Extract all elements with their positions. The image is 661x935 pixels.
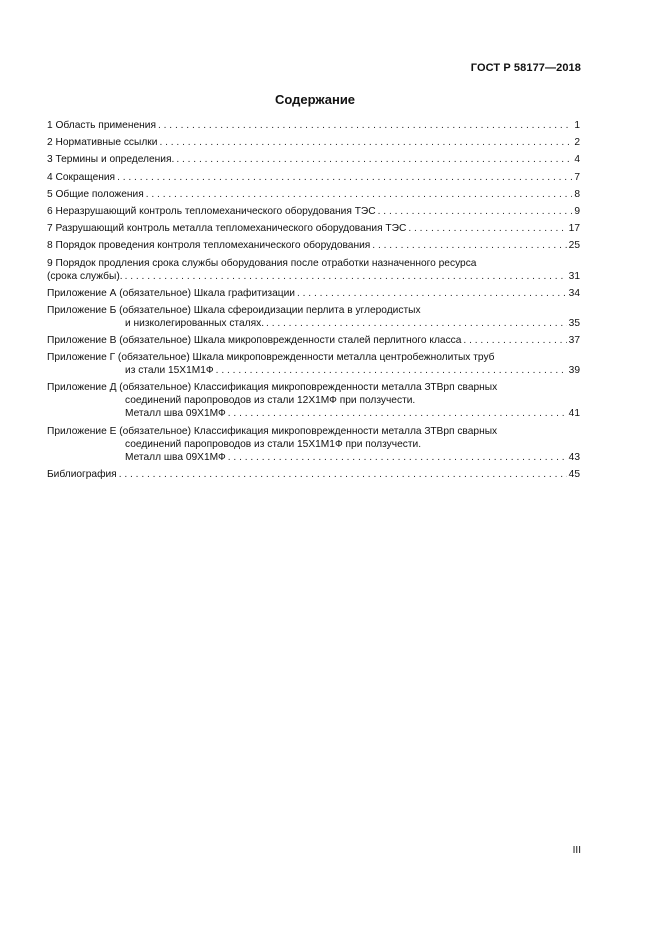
toc-entry-text: Приложение Г (обязательное) Шкала микроповрежденности металла центробежнолитых труб <box>47 352 495 364</box>
toc-page-number: 4 <box>574 154 580 166</box>
toc-entry-text: соединений паропроводов из стали 15Х1М1Ф при ползучести. <box>125 438 422 450</box>
toc-entry[interactable] <box>47 222 580 235</box>
toc-entry-text: Библиография <box>47 468 117 480</box>
toc-entry-text: 3 Термины и определения. <box>47 154 175 166</box>
toc-entry-text: 7 Разрушающий контроль металла тепломеханического оборудования ТЭС <box>47 223 407 235</box>
toc-page-number: 25 <box>568 240 580 252</box>
toc-entry-text: 4 Сокращения <box>47 171 116 183</box>
toc-entry-text: (срока службы). <box>47 270 123 282</box>
dot-leader <box>117 171 572 184</box>
toc-entry[interactable] <box>47 119 580 132</box>
dot-leader <box>463 334 566 347</box>
dot-leader <box>408 222 566 235</box>
toc-page-number: 9 <box>574 205 580 217</box>
toc-page-number: 7 <box>574 171 580 183</box>
toc-entry-text: 2 Нормативные ссылки <box>47 137 158 149</box>
dot-leader <box>176 153 572 166</box>
dot-leader <box>266 317 567 330</box>
toc-entry-text: Приложение Е (обязательное) Классификация микроповрежденности металла ЗТВрп сварных <box>47 425 498 437</box>
table-of-contents <box>47 119 580 485</box>
toc-entry[interactable] <box>47 381 580 420</box>
toc-page-number: 1 <box>574 120 580 131</box>
toc-entry[interactable] <box>47 153 580 166</box>
dot-leader <box>216 364 567 377</box>
toc-entry[interactable] <box>47 351 580 377</box>
toc-page-number: 43 <box>568 451 580 463</box>
toc-entry-text: из стали 15Х1М1Ф <box>125 365 214 377</box>
toc-entry[interactable] <box>47 136 580 149</box>
toc-page-number: 41 <box>568 408 580 420</box>
toc-entry[interactable] <box>47 468 580 481</box>
toc-entry-text: 1 Область применения <box>47 120 156 131</box>
toc-page-number: 39 <box>568 365 580 377</box>
toc-entry[interactable] <box>47 257 580 283</box>
toc-entry[interactable] <box>47 188 580 201</box>
toc-entry[interactable] <box>47 425 580 464</box>
toc-entry-text: 6 Неразрушающий контроль тепломеханического оборудования ТЭС <box>47 205 376 217</box>
dot-leader <box>119 468 567 481</box>
toc-entry-text: 9 Порядок продления срока службы оборудования после отработки назначенного ресурса <box>47 257 477 269</box>
toc-title: Содержание <box>274 92 356 107</box>
toc-entry-text: Приложение А (обязательное) Шкала графитизации <box>47 287 295 299</box>
toc-page-number: 17 <box>568 223 580 235</box>
dot-leader <box>378 205 573 218</box>
toc-entry-text: Приложение В (обязательное) Шкала микроповрежденности сталей перлитного класса <box>47 335 462 347</box>
toc-entry-text: и низколегированных сталях. <box>125 317 265 329</box>
dot-leader <box>159 136 572 149</box>
toc-entry-text: Металл шва 09Х1МФ <box>125 451 226 463</box>
toc-entry-text: 8 Порядок проведения контроля тепломеханического оборудования <box>47 240 371 252</box>
toc-entry-text: Металл шва 09Х1МФ <box>125 408 226 420</box>
toc-entry-text: 5 Общие положения <box>47 188 144 200</box>
dot-leader <box>297 287 567 300</box>
dot-leader <box>228 451 567 464</box>
document-code: ГОСТ Р 58177—2018 <box>470 62 581 74</box>
dot-leader <box>146 188 573 201</box>
toc-entry[interactable] <box>47 334 580 347</box>
toc-page-number: 2 <box>574 137 580 149</box>
toc-page-number: 31 <box>568 270 580 282</box>
toc-entry[interactable] <box>47 205 580 218</box>
toc-entry[interactable] <box>47 304 580 330</box>
dot-leader <box>228 407 567 420</box>
dot-leader <box>372 239 566 252</box>
toc-entry[interactable] <box>47 171 580 184</box>
toc-entry-text: соединений паропроводов из стали 12Х1МФ при ползучести. <box>125 395 416 407</box>
toc-page-number: 35 <box>568 317 580 329</box>
dot-leader <box>158 119 572 132</box>
toc-page-number: 37 <box>568 335 580 347</box>
toc-page-number: 34 <box>568 287 580 299</box>
toc-entry-text: Приложение Д (обязательное) Классификация микроповрежденности металла ЗТВрп сварных <box>47 382 498 394</box>
toc-entry[interactable] <box>47 239 580 252</box>
dot-leader <box>125 270 567 283</box>
toc-entry[interactable] <box>47 287 580 300</box>
page-number: III <box>572 845 581 856</box>
toc-page-number: 45 <box>568 468 580 480</box>
toc-entry-text: Приложение Б (обязательное) Шкала сфероидизации перлита в углеродистых <box>47 304 421 316</box>
toc-page-number: 8 <box>574 188 580 200</box>
